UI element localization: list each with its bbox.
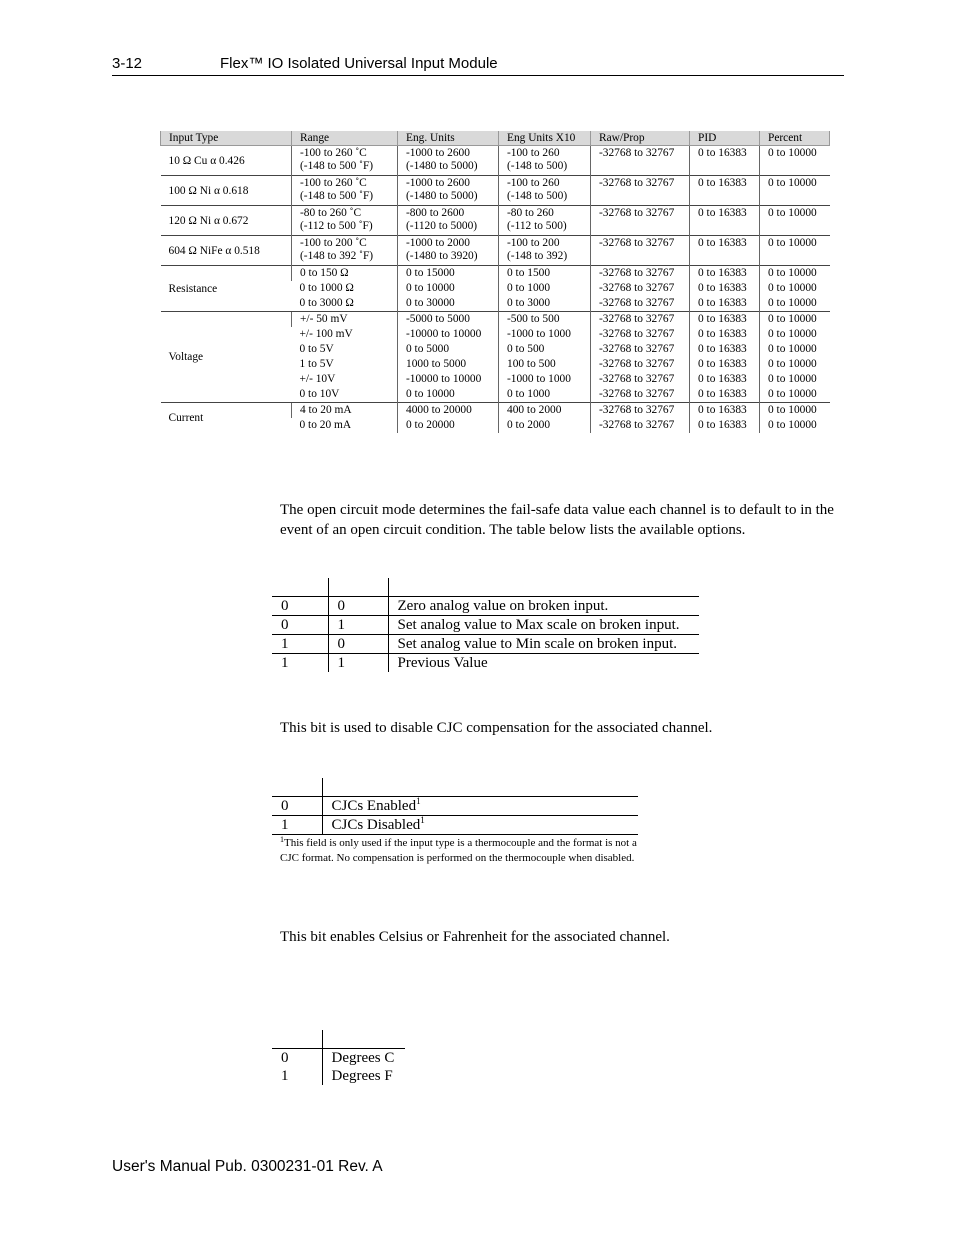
- table-cell: 0 to 10000: [760, 236, 830, 266]
- table-cell: -100 to 260 (-148 to 500): [499, 146, 591, 176]
- table-cell: 0 to 3000: [499, 296, 591, 312]
- table-cell: 1: [272, 635, 328, 654]
- table-cell: 0 to 1000: [499, 281, 591, 296]
- table-cell: -32768 to 32767: [591, 387, 690, 403]
- table-cell: -100 to 260 ˚C (-148 to 500 ˚F): [292, 146, 398, 176]
- table-cell: Previous Value: [388, 654, 699, 673]
- table-cell: Degrees C: [322, 1049, 405, 1068]
- table-cell: -32768 to 32767: [591, 418, 690, 433]
- table-cell: -32768 to 32767: [591, 296, 690, 312]
- table-cell: 0 to 10000: [760, 342, 830, 357]
- temperature-units-description: This bit enables Celsius or Fahrenheit for the associated channel.: [280, 929, 670, 945]
- table-cell: 1: [272, 816, 322, 835]
- open-circuit-options-table: [272, 578, 699, 672]
- table-cell: 0 to 20 mA: [299, 419, 352, 431]
- temperature-units-table: [272, 1030, 405, 1085]
- table-cell: -100 to 260 (-148 to 500): [499, 176, 591, 206]
- table-cell: 0 to 16383: [690, 387, 760, 403]
- column-header: Percent: [760, 131, 830, 146]
- column-header: PID: [690, 131, 760, 146]
- cjc-description: This bit is used to disable CJC compensation for the associated channel.: [280, 720, 713, 736]
- table-cell: -32768 to 32767: [591, 327, 690, 342]
- table-cell: 0 to 10000: [760, 266, 830, 282]
- table-cell: 0 to 10V: [299, 388, 340, 400]
- input-type-cell: 604 Ω NiFe α 0.518: [161, 236, 292, 266]
- table-cell: 0: [328, 635, 388, 654]
- input-type-cell: 100 Ω Ni α 0.618: [161, 176, 292, 206]
- column-header: Input Type: [161, 131, 292, 146]
- input-type-cell: 120 Ω Ni α 0.672: [161, 206, 292, 236]
- footer-publication: User's Manual Pub. 0300231-01 Rev. A: [112, 1158, 383, 1175]
- table-cell: +/- 10V: [299, 373, 336, 385]
- table-cell: -32768 to 32767: [591, 146, 690, 176]
- table-cell: Zero analog value on broken input.: [388, 597, 699, 616]
- cjc-footnote: $^1$This field is only used if the input type is a thermocouple and the format is not a CJC format. No compensation is performed on the thermocouple when disabled.: [280, 835, 637, 864]
- column-header: Range: [292, 131, 398, 146]
- table-cell: -1000 to 1000: [499, 372, 591, 387]
- table-cell: 1 to 5V: [299, 358, 334, 370]
- table-cell: -500 to 500: [499, 312, 591, 328]
- input-type-cell: 10 Ω Cu α 0.426: [161, 146, 292, 176]
- table-cell: -1000 to 1000: [499, 327, 591, 342]
- table-cell: -32768 to 32767: [591, 266, 690, 282]
- column-header: Eng Units X10: [499, 131, 591, 146]
- table-cell: 4000 to 20000: [398, 403, 499, 419]
- table-cell: 0 to 16383: [690, 146, 760, 176]
- table-cell: -100 to 200 (-148 to 392): [499, 236, 591, 266]
- table-cell: 0 to 10000: [760, 146, 830, 176]
- table-cell: 0: [272, 616, 328, 635]
- table-row: [272, 635, 699, 654]
- table-cell: 1: [281, 1068, 289, 1084]
- table-cell: 0 to 10000: [760, 206, 830, 236]
- table-cell: 4 to 20 mA: [292, 403, 398, 419]
- table-cell: -10000 to 10000: [398, 327, 499, 342]
- table-cell: 0 to 10000: [760, 372, 830, 387]
- page-number: 3-12: [112, 55, 143, 72]
- table-cell: CJCs Enabled$^1$: [322, 797, 638, 816]
- table-cell: 0 to 10000: [760, 387, 830, 403]
- table-cell: -32768 to 32767: [591, 176, 690, 206]
- table-cell: 0 to 1500: [499, 266, 591, 282]
- table-cell: Set analog value to Min scale on broken input.: [388, 635, 699, 654]
- table-cell: 0 to 15000: [398, 266, 499, 282]
- table-cell: 0 to 16383: [690, 281, 760, 296]
- table-row: [272, 816, 638, 835]
- table-cell: -32768 to 32767: [591, 206, 690, 236]
- table-row: [272, 1049, 405, 1068]
- table-cell: 0: [328, 597, 388, 616]
- table-cell: 0 to 500: [499, 342, 591, 357]
- table-cell: -32768 to 32767: [591, 281, 690, 296]
- input-type-cell: Current: [161, 403, 292, 434]
- table-cell: +/- 100 mV: [299, 328, 353, 340]
- table-cell: 0 to 10000: [760, 403, 830, 419]
- cjc-options-table: [272, 778, 638, 835]
- table-row: [272, 616, 699, 635]
- table-cell: -1000 to 2000 (-1480 to 3920): [398, 236, 499, 266]
- table-cell: 0: [272, 797, 322, 816]
- running-header-title: Flex™ IO Isolated Universal Input Module: [220, 55, 498, 72]
- table-cell: -32768 to 32767: [591, 312, 690, 328]
- table-cell: 0 to 16383: [690, 342, 760, 357]
- table-cell: -800 to 2600 (-1120 to 5000): [398, 206, 499, 236]
- table-cell: 0 to 10000: [760, 327, 830, 342]
- footnote-mark: 1: [420, 815, 425, 825]
- table-cell: 0 to 2000: [499, 418, 591, 433]
- table-row: [272, 797, 638, 816]
- table-cell: 0 to 10000: [760, 296, 830, 312]
- open-circuit-description: The open circuit mode determines the fail-safe data value each channel is to default to in the event of an open circuit condition. The table below lists the available options.: [280, 502, 834, 538]
- table-cell: 0: [272, 597, 328, 616]
- column-header: Eng. Units: [398, 131, 499, 146]
- table-cell: 0 to 1000 Ω: [299, 282, 354, 294]
- table-cell: 0 to 5V: [299, 343, 334, 355]
- table-cell: 0 to 10000: [760, 357, 830, 372]
- table-cell: 0 to 20000: [398, 418, 499, 433]
- table-cell: 0 to 10000: [760, 176, 830, 206]
- table-cell: 0 to 16383: [690, 357, 760, 372]
- column-header: Raw/Prop: [591, 131, 690, 146]
- table-row: [161, 206, 830, 236]
- table-cell: 0 to 16383: [690, 403, 760, 419]
- table-cell: -1000 to 2600 (-1480 to 5000): [398, 176, 499, 206]
- table-cell: 0: [272, 1049, 322, 1068]
- table-cell: 1: [272, 654, 328, 673]
- table-cell: 0 to 16383: [690, 236, 760, 266]
- footnote-mark: 1: [416, 796, 421, 806]
- table-cell: 0 to 3000 Ω: [299, 297, 354, 309]
- table-cell: 0 to 30000: [398, 296, 499, 312]
- table-row: [272, 1067, 405, 1085]
- range-table-header-row: [161, 131, 830, 146]
- table-cell: 0 to 16383: [690, 266, 760, 282]
- table-cell: 0 to 16383: [690, 296, 760, 312]
- table-cell: -32768 to 32767: [591, 403, 690, 419]
- input-range-table: [160, 131, 830, 433]
- table-row: [161, 403, 830, 419]
- table-cell: -1000 to 2600 (-1480 to 5000): [398, 146, 499, 176]
- table-cell: -32768 to 32767: [591, 236, 690, 266]
- table-cell: -100 to 260 ˚C (-148 to 500 ˚F): [292, 176, 398, 206]
- table-cell: 0 to 1000: [499, 387, 591, 403]
- table-cell: CJCs Disabled$^1$: [322, 816, 638, 835]
- table-cell: Set analog value to Max scale on broken input.: [388, 616, 699, 635]
- table-cell: -32768 to 32767: [591, 357, 690, 372]
- table-cell: 0 to 10000: [760, 418, 830, 433]
- table-cell: -5000 to 5000: [398, 312, 499, 328]
- table-cell: 100 to 500: [499, 357, 591, 372]
- table-cell: 0 to 150 Ω: [292, 266, 398, 282]
- table-cell: 0 to 16383: [690, 176, 760, 206]
- table-cell: 400 to 2000: [499, 403, 591, 419]
- table-row: [161, 176, 830, 206]
- table-row: [161, 146, 830, 176]
- table-cell: 0 to 10000: [398, 281, 499, 296]
- header-rule: [112, 75, 844, 76]
- table-cell: +/- 50 mV: [292, 312, 398, 328]
- table-cell: 0 to 16383: [690, 206, 760, 236]
- table-cell: -32768 to 32767: [591, 342, 690, 357]
- table-cell: 1: [328, 654, 388, 673]
- table-row: [272, 654, 699, 673]
- table-cell: 0 to 16383: [690, 372, 760, 387]
- table-cell: 0 to 5000: [398, 342, 499, 357]
- table-row: [161, 266, 830, 282]
- table-cell: -80 to 260 (-112 to 500): [499, 206, 591, 236]
- table-cell: Degrees F: [322, 1067, 405, 1085]
- table-row: [161, 236, 830, 266]
- table-cell: -80 to 260 ˚C (-112 to 500 ˚F): [292, 206, 398, 236]
- table-cell: 1: [328, 616, 388, 635]
- table-cell: -10000 to 10000: [398, 372, 499, 387]
- table-cell: 0 to 10000: [760, 281, 830, 296]
- table-row: [272, 597, 699, 616]
- table-row: [161, 312, 830, 328]
- table-cell: -100 to 200 ˚C (-148 to 392 ˚F): [292, 236, 398, 266]
- table-cell: 0 to 10000: [398, 387, 499, 403]
- table-cell: 0 to 16383: [690, 327, 760, 342]
- input-type-cell: Resistance: [161, 266, 292, 312]
- input-type-cell: Voltage: [161, 312, 292, 403]
- table-cell: 1000 to 5000: [398, 357, 499, 372]
- table-cell: 0 to 16383: [690, 418, 760, 433]
- table-cell: -32768 to 32767: [591, 372, 690, 387]
- table-cell: 0 to 10000: [760, 312, 830, 328]
- table-cell: 0 to 16383: [690, 312, 760, 328]
